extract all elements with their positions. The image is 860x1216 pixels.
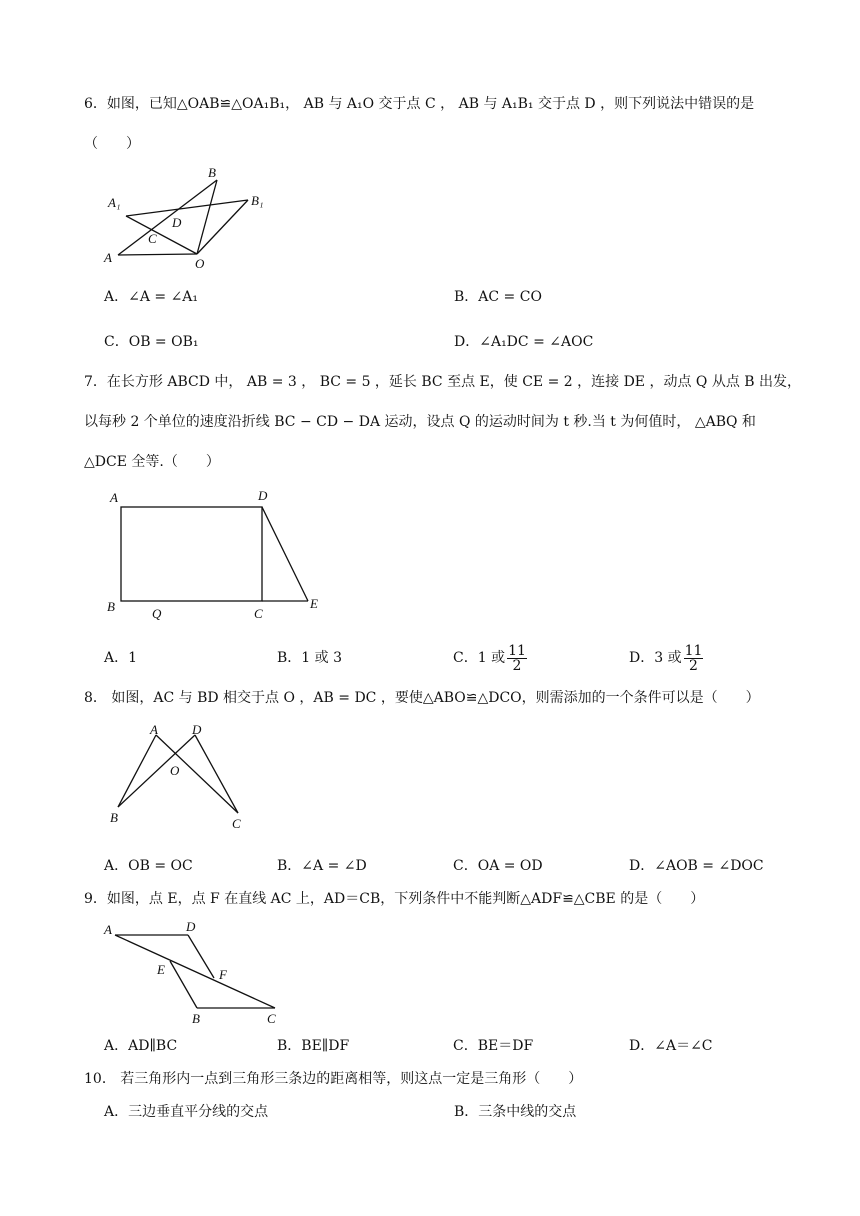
q7-option-a: A．1 [104,650,138,666]
q7-label-c: C [254,606,263,621]
q8-label-c: C [232,816,241,831]
q8-stem: 8． 如图，AC 与 BD 相交于点 O ，AB = DC ，要使△ABO≌△DCO，则需添加的一个条件可以是（ ） [84,690,760,706]
q6-option-d: D．∠A₁DC = ∠AOC [454,334,594,350]
q7-option-d-prefix: D．3 或 [629,650,682,666]
q6-label-c: C [148,231,157,246]
q6-label-b1: B₁ [251,193,264,208]
q9-label-e: E [157,962,165,977]
q7-line3: △DCE 全等.（ ） [84,454,220,470]
q8-option-b: B．∠A = ∠D [277,858,367,874]
q6-figure [100,160,280,275]
q9-figure [100,917,290,1027]
q6-option-a: A．∠A = ∠A₁ [104,289,199,305]
q7-label-d: D [258,488,268,503]
q8-option-c: C．OA = OD [453,858,543,874]
q9-stem: 9．如图，点 E，点 F 在直线 AC 上，AD＝CB，下列条件中不能判断△ADF≌△CBE 的是（ ） [84,891,705,907]
q8-option-a: A．OB = OC [104,858,193,874]
q7-option-d-den: 2 [689,657,698,674]
q9-label-b: B [192,1011,200,1026]
q6-label-o: O [195,256,205,271]
q9-label-f: F [219,967,227,982]
q8-figure [100,718,260,836]
q9-option-d: D．∠A＝∠C [629,1038,713,1054]
q7-line2: 以每秒 2 个单位的速度沿折线 BC − CD − DA 运动，设点 Q 的运动时间为 t 秒.当 t 为何值时， △ABQ 和 [84,414,756,430]
q9-label-c: C [267,1011,276,1026]
q9-option-a: A．AD∥BC [104,1038,178,1054]
q8-label-o: O [170,763,180,778]
q7-label-b: B [107,599,115,614]
q7-label-a: A [110,490,118,505]
q8-label-d: D [192,722,202,737]
q10-option-b: B．三条中线的交点 [454,1104,577,1120]
q9-label-d: D [186,919,196,934]
q6-paren: （ ） [84,136,140,152]
q7-option-c-num: 11 [508,642,526,659]
q6-option-b: B．AC = CO [454,289,542,305]
q8-label-b: B [110,810,118,825]
q7-line1: 7．在长方形 ABCD 中， AB = 3 ， BC = 5 ，延长 BC 至点 E，使 CE = 2 ，连接 DE ，动点 Q 从点 B 出发， [84,374,802,390]
q9-option-b: B．BE∥DF [277,1038,350,1054]
q6-label-a: A [104,250,112,265]
q7-option-c [453,636,527,680]
q8-option-d: D．∠AOB = ∠DOC [629,858,764,874]
q7-option-b: B．1 或 3 [277,650,343,666]
q6-label-b: B [208,165,216,180]
q7-option-d [629,636,703,680]
q8-label-a: A [150,722,158,737]
q10-option-a: A．三边垂直平分线的交点 [104,1104,269,1120]
q6-option-c: C．OB = OB₁ [104,334,199,350]
q9-label-a: A [104,922,112,937]
q6-stem: 6．如图，已知△OAB≌△OA₁B₁， AB 与 A₁O 交于点 C ， AB 与 A₁B₁ 交于点 D ，则下列说法中错误的是 [84,96,755,112]
q10-stem: 10． 若三角形内一点到三角形三条边的距离相等，则这点一定是三角形（ ） [84,1071,583,1087]
q7-label-q: Q [152,606,162,621]
q7-option-d-fraction [684,644,704,673]
q7-option-d-num: 11 [684,642,703,659]
q7-label-e: E [310,596,318,611]
q7-option-c-den: 2 [512,657,522,674]
q6-label-d: D [172,215,182,230]
q7-figure [100,485,340,625]
q9-option-c: C．BE＝DF [453,1038,534,1054]
q7-option-c-fraction [507,644,527,673]
q7-option-c-prefix: C．1 或 [453,650,506,666]
q6-label-a1: A₁ [108,195,121,210]
